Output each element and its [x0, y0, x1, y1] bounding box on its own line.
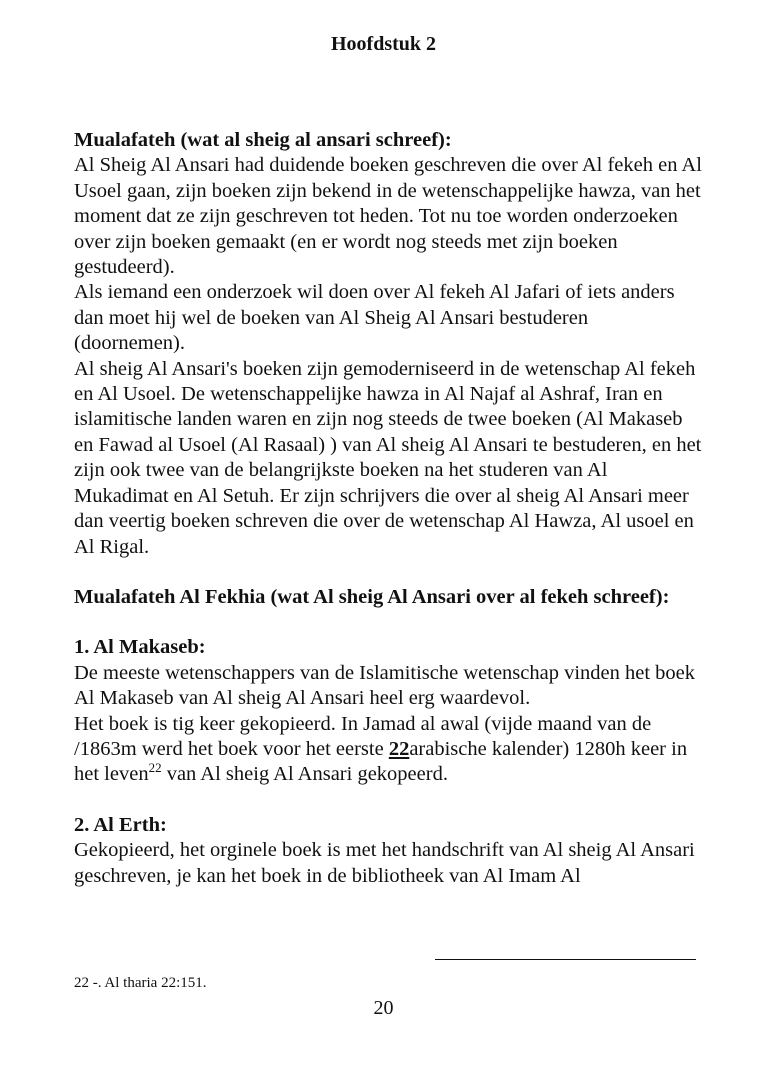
paragraph-text: van Al sheig Al Ansari gekopeerd.: [161, 763, 448, 786]
paragraph-modernized: Al sheig Al Ansari's boeken zijn gemoderniseerd in de wetenschap Al fekeh en Al Usoel. De wetenschappelijke hawza in Al Najaf al Ashraf, Iran en islamitische landen waren en zijn nog steeds de twee boeken (Al Makaseb en Fawad al Usoel (Al Rasaal) ) van Al sheig Al Ansari te bestuderen, en het zijn ook twee van de belangrijkste boeken na het studeren van Al Mukadimat en Al Setuh. Er zijn schrijvers die over al sheig Al Ansari meer dan veertig boeken schreven die over de wetenschap Al Hawza, Al usoel en Al Rigal.: [74, 357, 702, 558]
page-number: 20: [373, 997, 394, 1019]
paragraph-intro: Al Sheig Al Ansari had duidende boeken geschreven die over Al fekeh en Al Usoel gaan, zijn boeken zijn bekend in de wetenschappelijke hawza, van het moment dat ze zijn geschreven tot heden. Tot nu toe worden onderzoeken over zijn boeken gemaakt (en er wordt nog steeds met zijn boeken gestudeerd).: [74, 154, 702, 279]
section-heading-erth: 2. Al Erth:: [74, 813, 167, 836]
paragraph-makaseb-value: De meeste wetenschappers van de Islamitische wetenschap vinden het boek Al Makaseb van Al sheig Al Ansari heel erg waardevol.: [74, 661, 696, 710]
spacer: [74, 610, 704, 635]
footnote-superscript: 22: [148, 760, 162, 776]
page-content: [74, 128, 704, 889]
paragraph-makaseb-copied: [74, 712, 704, 788]
section-heading-mualafateh: Mualafateh (wat al sheig al ansari schreef):: [74, 129, 452, 151]
paragraph-erth: Gekopieerd, het orginele boek is met het handschrift van Al sheig Al Ansari geschreven, je kan het boek in de bibliotheek van Al Imam Al: [74, 839, 695, 887]
paragraph-text: Het boek is tig keer gekopieerd. In Jamad al awal (vijde maand van de /1863m werd het boek voor het eerste: [74, 712, 652, 760]
footnote-divider: [435, 959, 696, 960]
spacer: [74, 560, 704, 585]
section-heading-makaseb: 1. Al Makaseb:: [74, 636, 206, 659]
paragraph-text: arabische kalender) 1280h keer in het leven: [74, 737, 688, 786]
paragraph-research: Als iemand een onderzoek wil doen over Al fekeh Al Jafari of iets anders dan moet hij wel de boeken van Al Sheig Al Ansari bestuderen (doornemen).: [74, 281, 675, 355]
footnote: 22 -. Al tharia 22:151.: [74, 975, 207, 991]
section-heading-fekhia: Mualafateh Al Fekhia (wat Al sheig Al Ansari over al fekeh schreef):: [74, 585, 670, 608]
footnote-reference-inline: 22: [388, 737, 410, 760]
spacer: [74, 788, 704, 813]
chapter-title: Hoofdstuk 2: [330, 33, 437, 55]
